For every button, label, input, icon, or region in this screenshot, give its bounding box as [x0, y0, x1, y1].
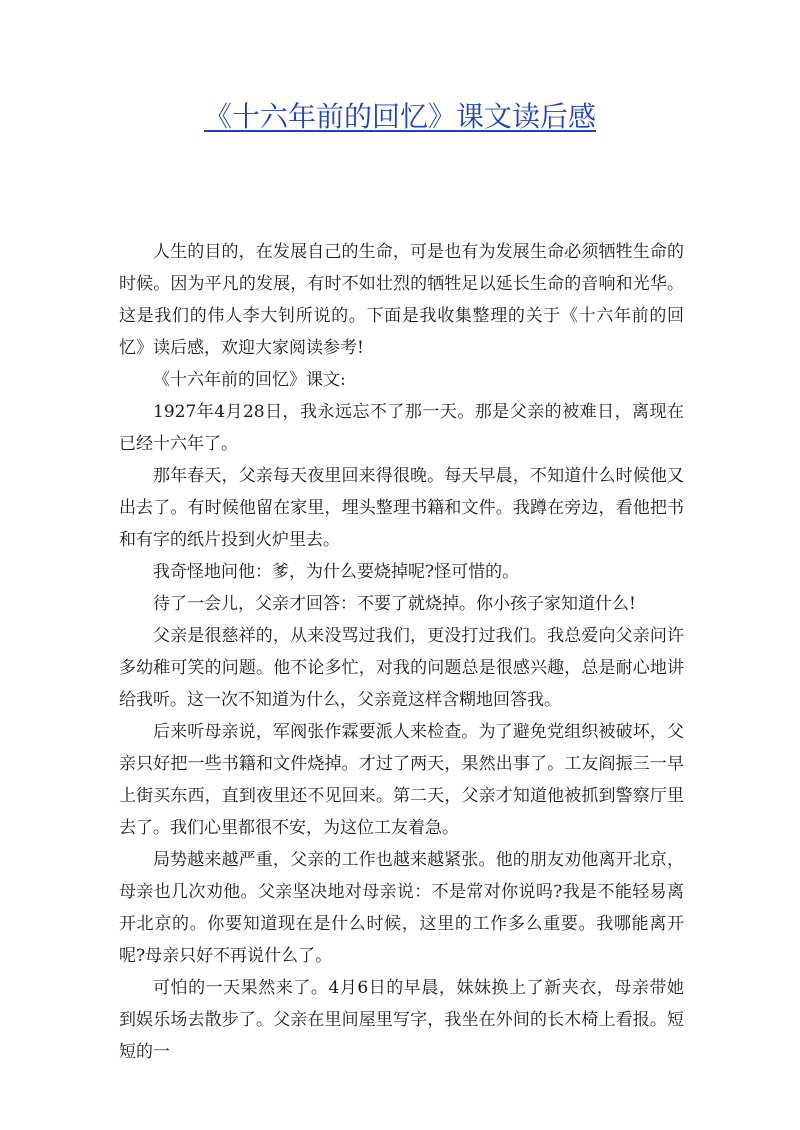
paragraph: 局势越来越严重，父亲的工作也越来越紧张。他的朋友劝他离开北京，母亲也几次劝他。父亲坚决地对母亲说：不是常对你说吗?我是不能轻易离开北京的。你要知道现在是什么时候，这里的工作多么重要。我哪能离开呢?母亲只好不再说什么了。: [119, 850, 684, 966]
document-title: [0, 97, 800, 137]
paragraph: 待了一会儿，父亲才回答：不要了就烧掉。你小孩子家知道什么!: [153, 594, 636, 614]
paragraph: 人生的目的，在发展自己的生命，可是也有为发展生命必须牺牲生命的时候。因为平凡的发展，有时不如壮烈的牺牲足以延长生命的音响和光华。这是我们的伟人李大钊所说的。下面是我收集整理的关于《十六年前的回忆》读后感，欢迎大家阅读参考!: [119, 242, 684, 358]
paragraph: 后来听母亲说，军阀张作霖要派人来检查。为了避免党组织被破坏，父亲只好把一些书籍和文件烧掉。才过了两天，果然出事了。工友阎振三一早上街买东西，直到夜里还不见回来。第二天，父亲才知道他被抓到警察厅里去了。我们心里都很不安，为这位工友着急。: [119, 722, 684, 838]
paragraph: 可怕的一天果然来了。4月6日的早晨，妹妹换上了新夹衣，母亲带她到娱乐场去散步了。父亲在里间屋里写字，我坐在外间的长木椅上看报。短短的一: [119, 978, 684, 1062]
paragraph: 父亲是很慈祥的，从来没骂过我们，更没打过我们。我总爱向父亲问许多幼稚可笑的问题。他不论多忙，对我的问题总是很感兴趣，总是耐心地讲给我听。这一次不知道为什么，父亲竟这样含糊地回答我。: [119, 626, 684, 710]
paragraph: 《十六年前的回忆》课文:: [153, 370, 346, 390]
document-title-text: 《十六年前的回忆》课文读后感: [203, 100, 596, 133]
paragraph: 那年春天，父亲每天夜里回来得很晚。每天早晨，不知道什么时候他又出去了。有时候他留在家里，埋头整理书籍和文件。我蹲在旁边，看他把书和有字的纸片投到火炉里去。: [119, 466, 684, 550]
document-body: [119, 236, 684, 1068]
paragraph: 1927年4月28日，我永远忘不了那一天。那是父亲的被难日，离现在已经十六年了。: [119, 402, 684, 454]
paragraph: 我奇怪地问他：爹，为什么要烧掉呢?怪可惜的。: [153, 562, 520, 582]
